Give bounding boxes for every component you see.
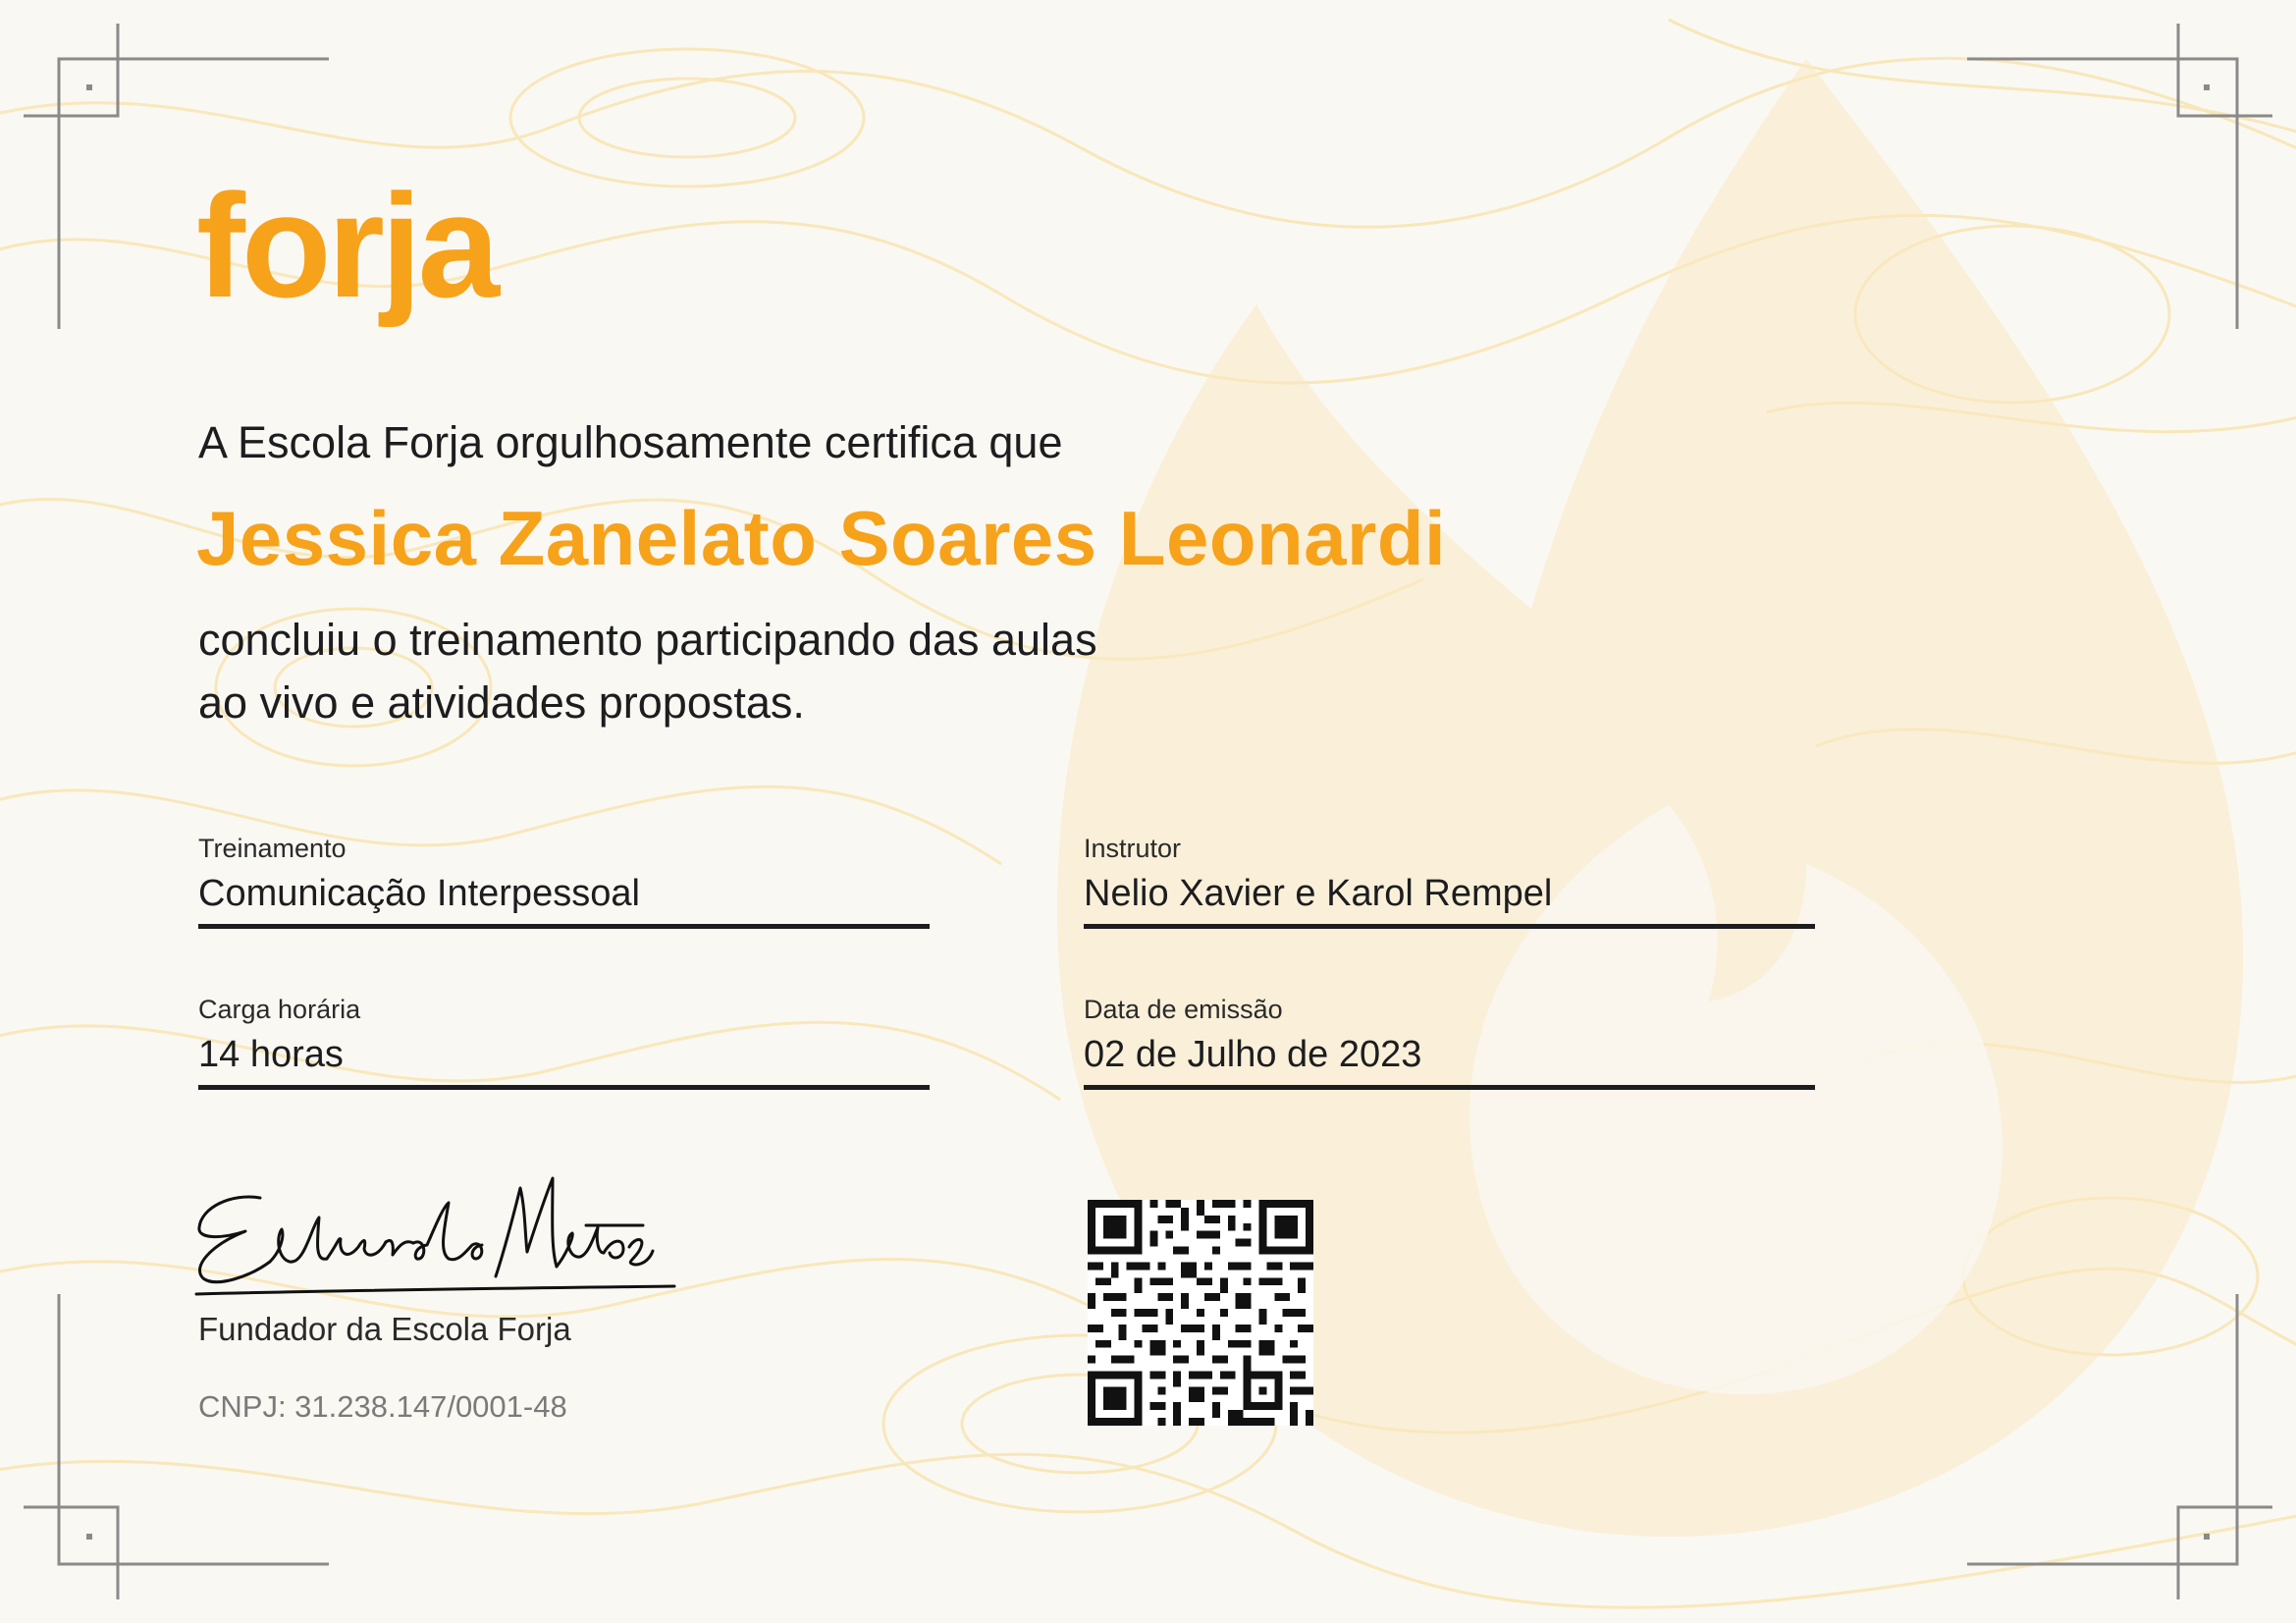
field-training-value: Comunicação Interpessoal [198,873,640,914]
field-workload-value: 14 horas [198,1034,344,1075]
field-instructor-label: Instrutor [1084,834,1182,863]
signature-role: Fundador da Escola Forja [198,1311,571,1347]
description-line-2: ao vivo e atividades propostas. [198,677,805,728]
forja-logo: forja [196,163,497,328]
company-cnpj: CNPJ: 31.238.147/0001-48 [198,1389,567,1424]
description-line-1: concluiu o treinamento participando das aulas [198,615,1097,665]
field-issue-date-value: 02 de Julho de 2023 [1084,1034,1422,1075]
field-issue-date-label: Data de emissão [1084,995,1283,1024]
recipient-name: Jessica Zanelato Soares Leonardi [196,495,1447,581]
field-instructor-value: Nelio Xavier e Karol Rempel [1084,873,1553,914]
field-training-label: Treinamento [198,834,347,863]
certificate-intro: A Escola Forja orgulhosamente certifica que [198,417,1063,467]
field-workload-label: Carga horária [198,995,361,1024]
